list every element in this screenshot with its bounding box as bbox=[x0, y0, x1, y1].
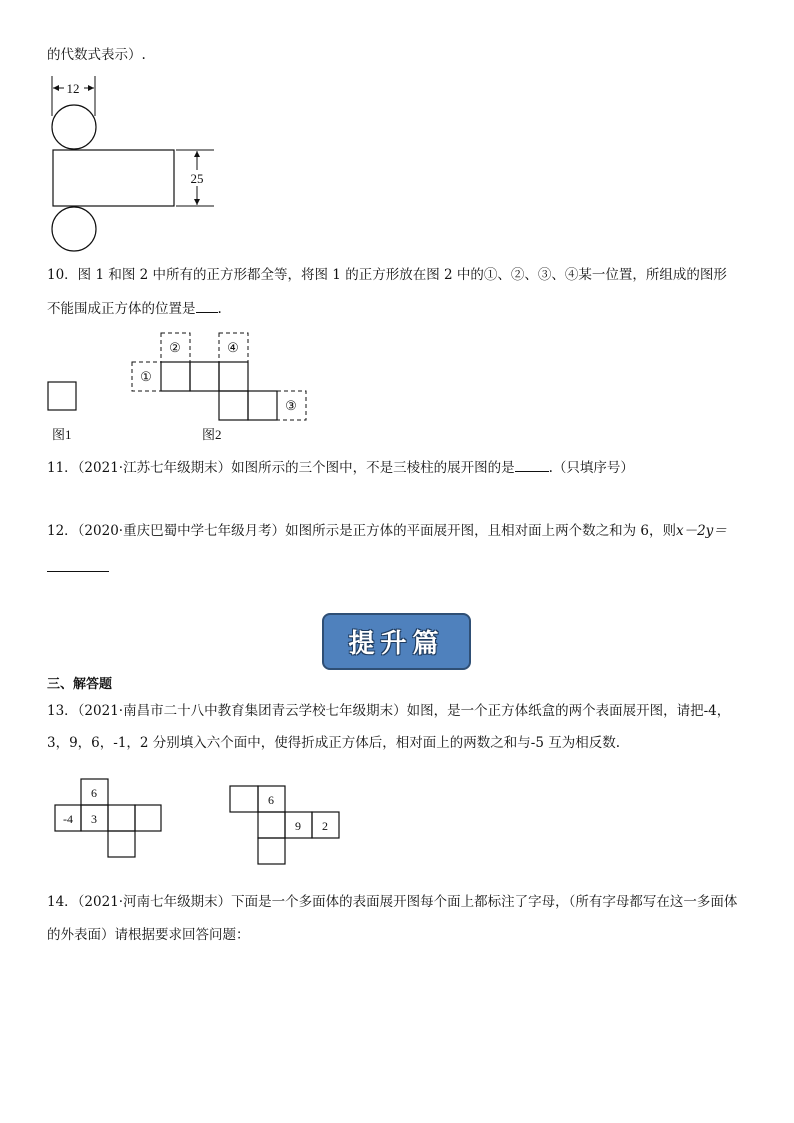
q10-figures bbox=[40, 330, 320, 450]
fig2-square bbox=[248, 391, 277, 420]
section-title: 三、解答题 bbox=[47, 677, 113, 692]
q10-line1: 10．图 1 和图 2 中所有的正方形都全等，将图 1 的正方形放在图 2 中的①、②、③、④某一位置，所组成的图形 bbox=[47, 267, 727, 283]
position-1-label: ① bbox=[140, 369, 152, 384]
q12-text: 12．（2020·重庆巴蜀中学七年级月考）如图所示是正方体的平面展开图，且相对面上两个数之和为 6，则 bbox=[47, 523, 676, 539]
fig1-caption: 图1 bbox=[52, 427, 72, 442]
q12-line bbox=[47, 521, 727, 541]
dim-label-12: 12 bbox=[66, 81, 80, 96]
side-rectangle bbox=[53, 150, 174, 206]
fig2-square bbox=[219, 362, 248, 391]
bottom-circle bbox=[52, 207, 96, 251]
fig2-square bbox=[219, 391, 248, 420]
q10-line2-text: 不能围成正方体的位置是 bbox=[47, 301, 196, 317]
q13-net-2 bbox=[228, 784, 344, 868]
answer-blank bbox=[47, 557, 109, 572]
q10-line2 bbox=[47, 298, 222, 319]
q13-line2: 3，9，6，-1，2 分别填入六个面中，使得折成正方体后，相对面上的两数之和与-5 互为相反数. bbox=[47, 735, 621, 751]
section-banner: 提升篇 bbox=[322, 613, 471, 670]
answer-blank bbox=[515, 457, 549, 472]
q13-line1: 13．（2021·南昌市二十八中教育集团青云学校七年级期末）如图，是一个正方体纸盒的两个表面展开图，请把-4， bbox=[47, 703, 731, 719]
net2-cell-6: 6 bbox=[268, 793, 274, 807]
q13-net-1 bbox=[54, 778, 166, 862]
q9-text-tail: 的代数式表示）. bbox=[47, 47, 146, 63]
q11-line bbox=[47, 457, 634, 478]
fig1-square bbox=[48, 382, 76, 410]
net1-cell-neg4: -4 bbox=[63, 812, 73, 826]
top-circle bbox=[52, 105, 96, 149]
position-3-label: ③ bbox=[285, 398, 297, 413]
net2-cell-2: 2 bbox=[322, 819, 328, 833]
fig2-caption: 图2 bbox=[202, 427, 222, 442]
cylinder-net-figure bbox=[40, 76, 230, 256]
fig2-square bbox=[161, 362, 190, 391]
q10-line2-end: . bbox=[217, 301, 222, 317]
dim-label-25: 25 bbox=[190, 171, 204, 186]
answer-blank bbox=[196, 298, 218, 313]
q14-line2: 的外表面）请根据要求回答问题： bbox=[47, 927, 250, 943]
q12-expression: x－2y＝ bbox=[675, 523, 727, 539]
net2-cell-9: 9 bbox=[295, 819, 301, 833]
position-2-label: ② bbox=[169, 340, 181, 355]
position-4-label: ④ bbox=[227, 340, 239, 355]
q11-text-end: .（只填序号） bbox=[548, 460, 634, 476]
fig2-square bbox=[190, 362, 219, 391]
q11-text: 11．（2021·江苏七年级期末）如图所示的三个图中，不是三棱柱的展开图的是 bbox=[47, 460, 515, 476]
q14-line1: 14．（2021·河南七年级期末）下面是一个多面体的表面展开图每个面上都标注了字母，（所有字母都写在这一多面体 bbox=[47, 894, 738, 910]
net1-cell-3: 3 bbox=[91, 812, 97, 826]
net1-cell-6: 6 bbox=[91, 786, 97, 800]
